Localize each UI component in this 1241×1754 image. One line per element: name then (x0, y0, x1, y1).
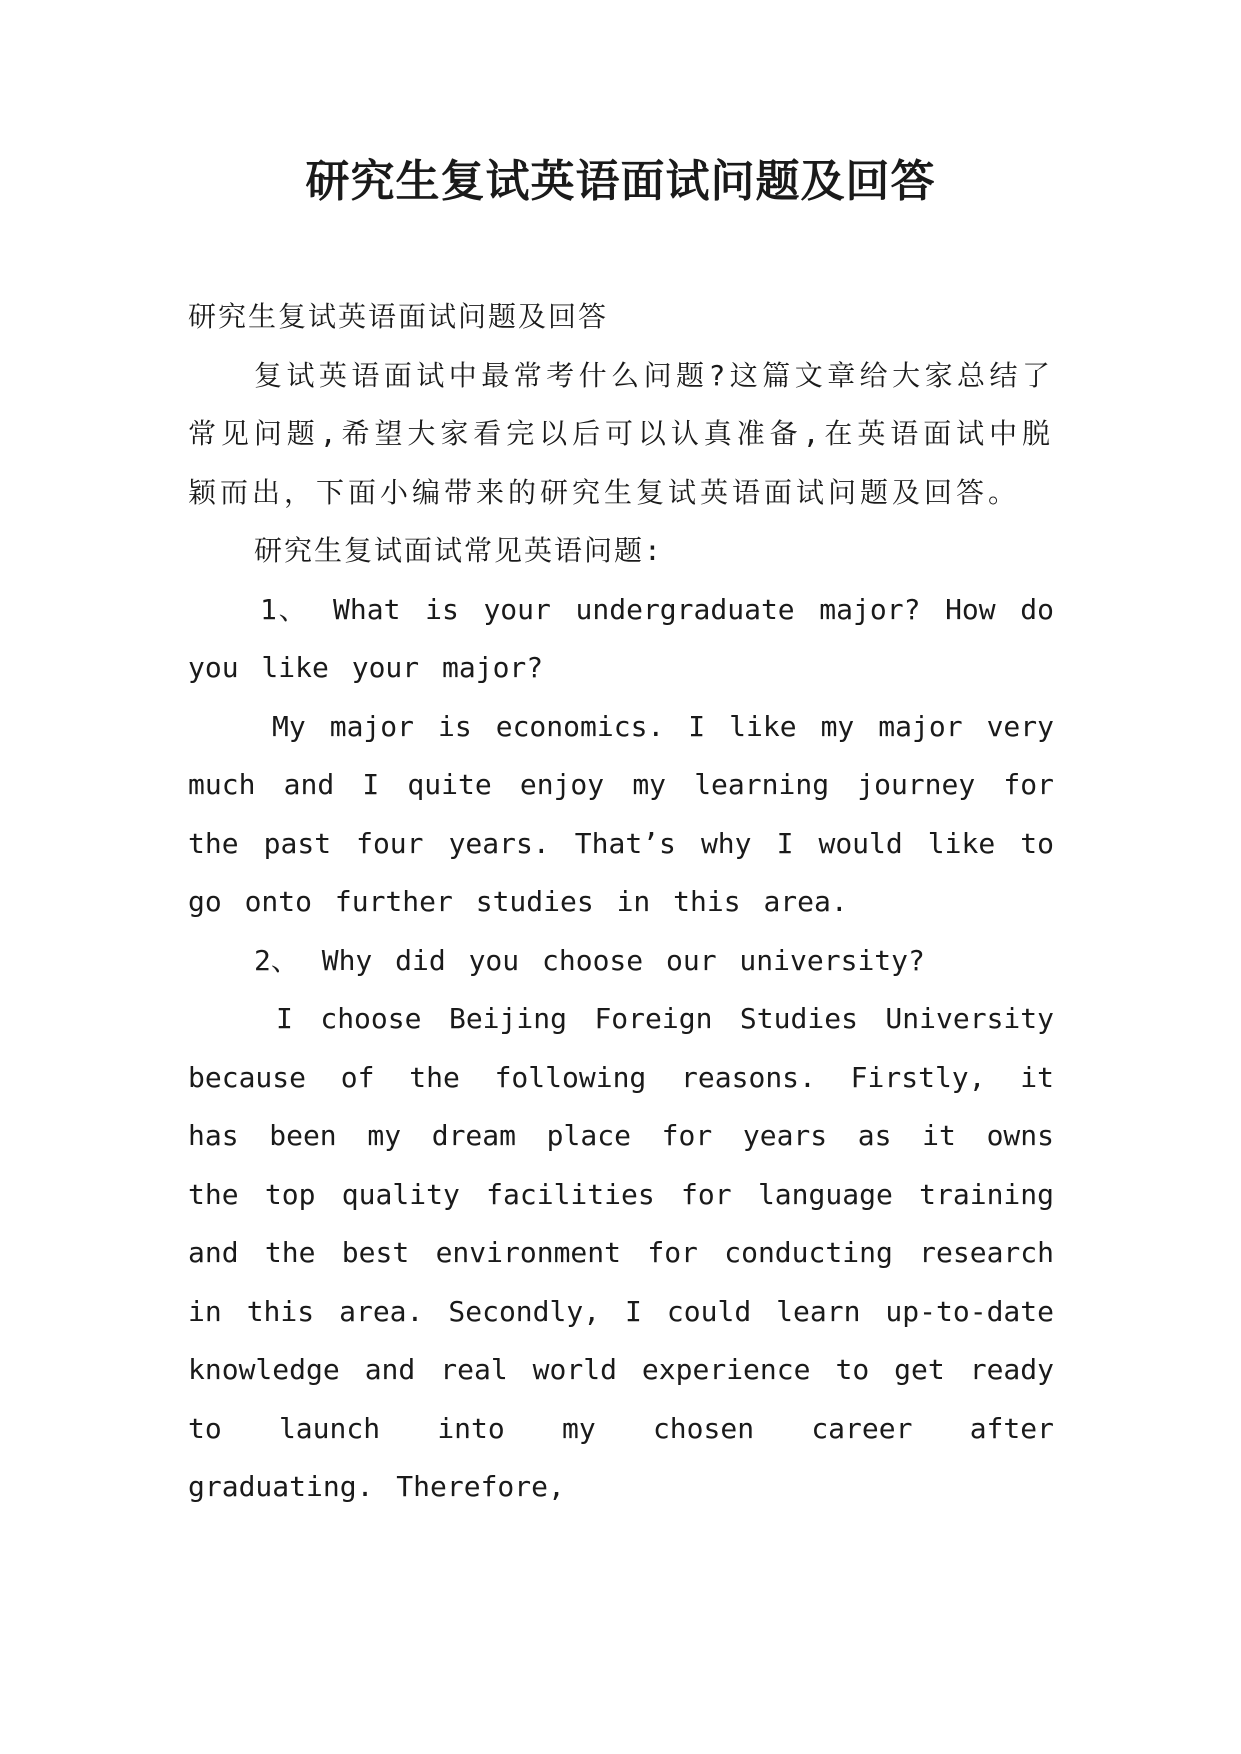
question-1: 1、 What is your undergraduate major? How do you like your major? (188, 592, 1054, 684)
question-2: 2、 Why did you choose our university? (254, 943, 925, 977)
answer-2: I choose Beijing Foreign Studies University because of the following reasons. Firstly, it has been my dream place for years as it owns the top quality facilities for language training and the best environment for conducting research in this area. Secondly, I could learn up-to-date knowledge and real world experience to get ready to launch into my chosen career after graduating. Therefore, (188, 1002, 1054, 1503)
page-title: 研究生复试英语面试问题及回答 (305, 156, 936, 207)
document-subtitle: 研究生复试英语面试问题及回答 (188, 300, 609, 333)
answer-1: My major is economics. I like my major very much and I quite enjoy my learning journey for the past four years. That’s why I would like to go onto further studies in this area. (188, 709, 1054, 918)
intro-paragraph: 复试英语面试中最常考什么问题?这篇文章给大家总结了常见问题,希望大家看完以后可以认真准备,在英语面试中脱颖而出，下面小编带来的研究生复试英语面试问题及回答。 (188, 358, 1054, 509)
section-label: 研究生复试面试常见英语问题: (254, 534, 663, 567)
document-body (188, 288, 1054, 1517)
